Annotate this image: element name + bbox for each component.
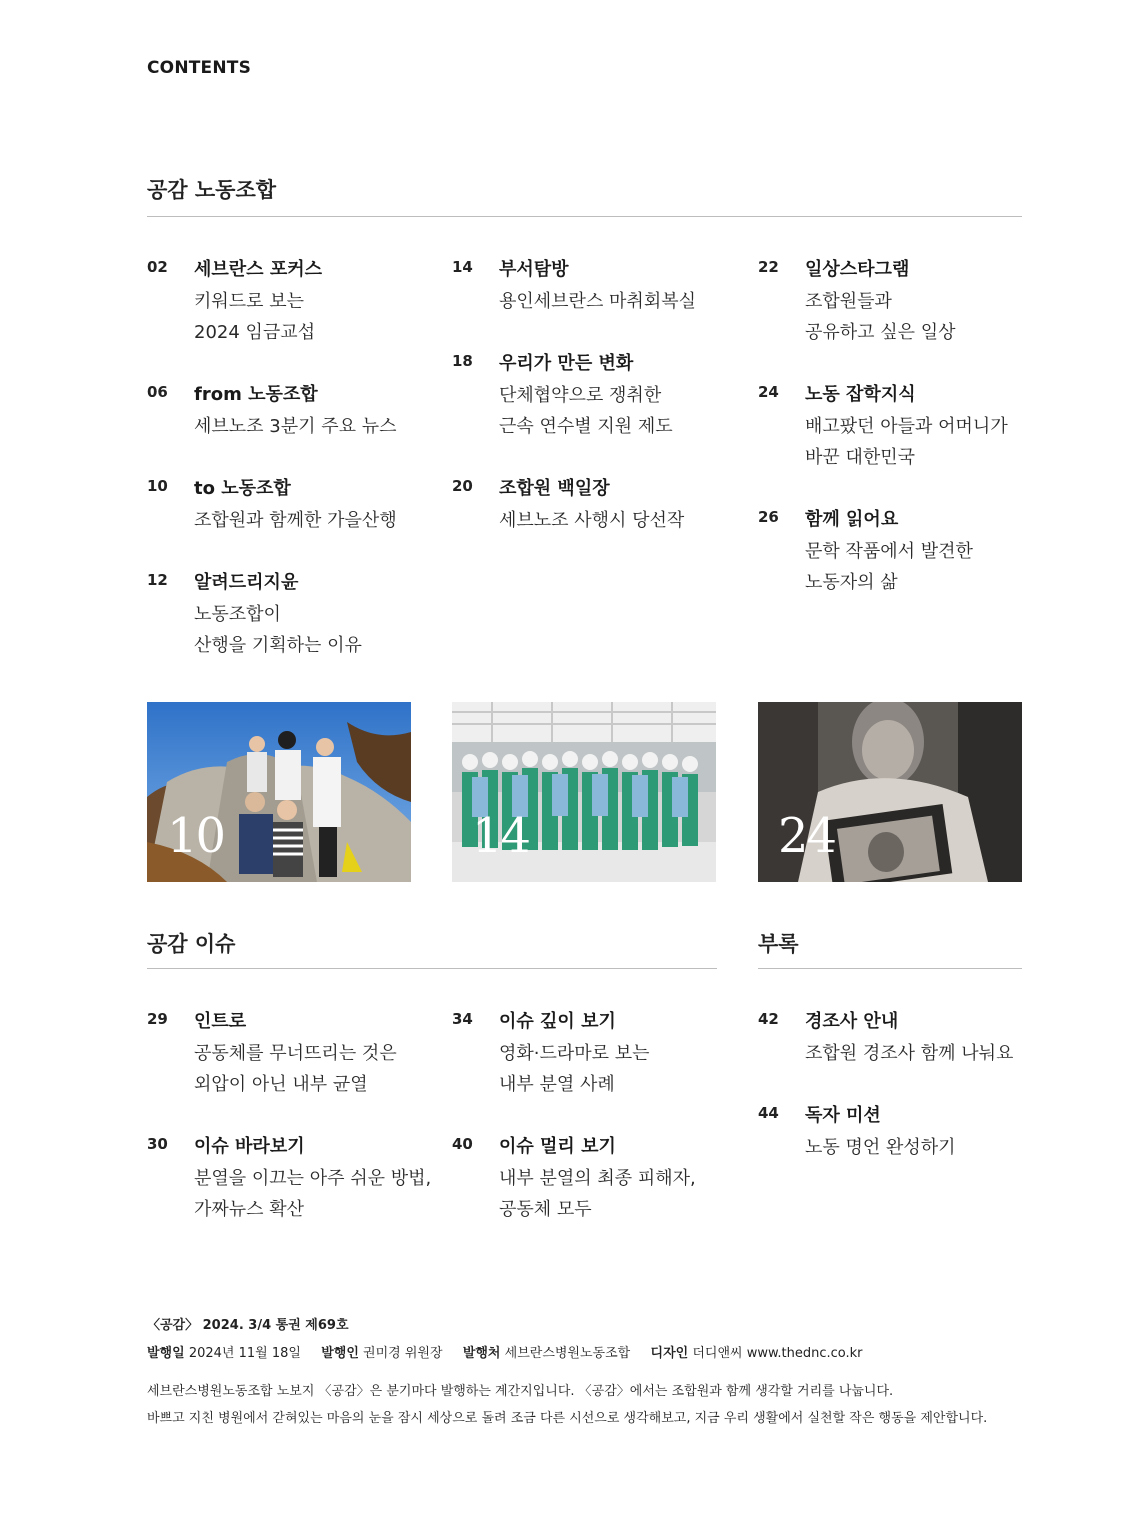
section-title-gonggam-union: 공감 노동조합 [147, 177, 277, 202]
photo-page-number: 24 [778, 808, 836, 864]
entry-description: 노동 명언 완성하기 [805, 1137, 956, 1158]
issue-info: 〈공감〉 2024. 3/4 통권 제69호 [147, 1318, 349, 1333]
page-number: 10 [147, 477, 168, 495]
page-number: 24 [758, 383, 779, 401]
entry-description: 키워드로 보는 2024 임금교섭 [194, 291, 316, 343]
page-number: 12 [147, 571, 168, 589]
entry-description: 배고팠던 아들과 어머니가 바꾼 대한민국 [805, 416, 1008, 468]
page-number: 34 [452, 1010, 473, 1028]
entry-title: 이슈 멀리 보기 [499, 1136, 616, 1157]
contents-label: CONTENTS [147, 58, 252, 78]
entry-description: 공동체를 무너뜨리는 것은 외압이 아닌 내부 균열 [194, 1043, 397, 1095]
design-value[interactable]: 더디앤씨 www.thednc.co.kr [692, 1346, 863, 1361]
publisher-label: 발행인 [321, 1346, 359, 1361]
page-number: 20 [452, 477, 473, 495]
historical-mother-photo[interactable] [758, 702, 1022, 882]
photo-page-number: 10 [167, 808, 225, 864]
entry-title: 독자 미션 [805, 1105, 881, 1126]
page-number: 14 [452, 258, 473, 276]
entry-description: 노동조합이 산행을 기획하는 이유 [194, 604, 362, 656]
section-divider [147, 216, 1022, 217]
hiking-group-photo[interactable] [147, 702, 411, 882]
publication-credits [147, 1342, 863, 1361]
publisher-value: 권미경 위원장 [363, 1346, 443, 1361]
entry-title: 경조사 안내 [805, 1011, 899, 1032]
entry-description: 문학 작품에서 발견한 노동자의 삶 [805, 541, 973, 593]
entry-title: 부서탐방 [499, 259, 569, 280]
page-number: 22 [758, 258, 779, 276]
entry-title: 알려드리지윤 [194, 572, 299, 593]
entry-description: 내부 분열의 최종 피해자, 공동체 모두 [499, 1168, 696, 1220]
design-label: 디자인 [650, 1346, 689, 1361]
org-label: 발행처 [462, 1346, 501, 1361]
photo-page-number: 14 [472, 808, 530, 864]
page-number: 26 [758, 508, 779, 526]
page-number: 44 [758, 1104, 779, 1122]
entry-title: 인트로 [194, 1011, 247, 1032]
section-title-appendix: 부록 [758, 931, 799, 956]
page-number: 02 [147, 258, 168, 276]
page-number: 42 [758, 1010, 779, 1028]
section-divider [758, 968, 1022, 969]
entry-description: 세브노조 사행시 당선작 [499, 510, 685, 531]
page-number: 40 [452, 1135, 473, 1153]
section-divider [147, 968, 717, 969]
page-number: 18 [452, 352, 473, 370]
section-title-gonggam-issue: 공감 이슈 [147, 931, 236, 956]
entry-description: 영화·드라마로 보는 내부 분열 사례 [499, 1043, 650, 1095]
entry-title: 이슈 바라보기 [194, 1136, 305, 1157]
entry-description: 용인세브란스 마취회복실 [499, 291, 696, 312]
page-number: 30 [147, 1135, 168, 1153]
entry-title: 함께 읽어요 [805, 509, 899, 530]
entry-title: 조합원 백일장 [499, 478, 610, 499]
hospital-staff-photo[interactable] [452, 702, 716, 882]
entry-description: 조합원과 함께한 가을산행 [194, 510, 397, 531]
entry-description: 조합원들과 공유하고 싶은 일상 [805, 291, 956, 343]
entry-title: to 노동조합 [194, 478, 291, 499]
entry-title: 우리가 만든 변화 [499, 353, 634, 374]
entry-title: 세브란스 포커스 [194, 259, 322, 280]
entry-description: 분열을 이끄는 아주 쉬운 방법, 가짜뉴스 확산 [194, 1168, 432, 1220]
about-text-2: 바쁘고 지친 병원에서 갇혀있는 마음의 눈을 잠시 세상으로 돌려 조금 다른 시선으로 생각해보고, 지금 우리 생활에서 실천할 작은 행동을 제안합니다. [147, 1411, 988, 1426]
org-value: 세브란스병원노동조합 [504, 1346, 631, 1361]
entry-title: 노동 잡학지식 [805, 384, 916, 405]
page-number: 06 [147, 383, 168, 401]
entry-description: 조합원 경조사 함께 나눠요 [805, 1043, 1014, 1064]
page-number: 29 [147, 1010, 168, 1028]
date-value: 2024년 11월 18일 [188, 1346, 301, 1361]
about-text-1: 세브란스병원노동조합 노보지 〈공감〉은 분기마다 발행하는 계간지입니다. 〈공감〉에서는 조합원과 함께 생각할 거리를 나눕니다. [147, 1384, 894, 1399]
entry-title: from 노동조합 [194, 384, 318, 405]
entry-title: 이슈 깊이 보기 [499, 1011, 616, 1032]
entry-title: 일상스타그램 [805, 259, 910, 280]
entry-description: 단체협약으로 쟁취한 근속 연수별 지원 제도 [499, 385, 673, 437]
date-label: 발행일 [147, 1346, 185, 1361]
entry-description: 세브노조 3분기 주요 뉴스 [194, 416, 397, 437]
